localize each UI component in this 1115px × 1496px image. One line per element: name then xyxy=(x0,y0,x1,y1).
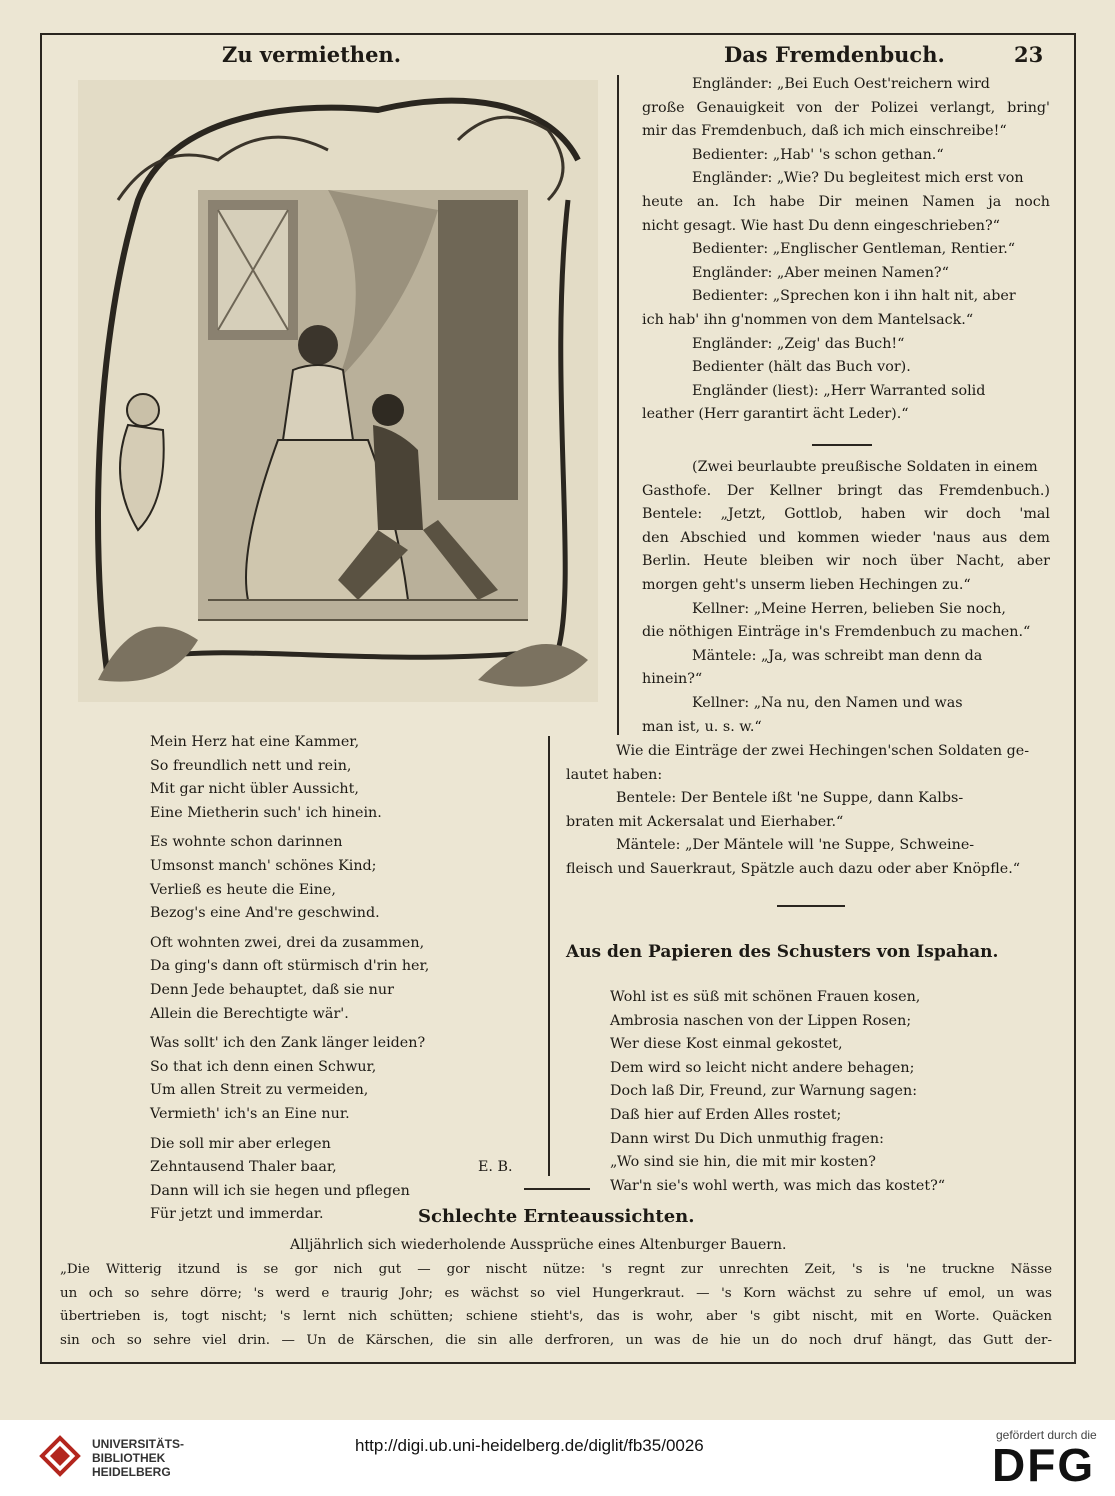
poem-line: War'n sie's wohl werth, was mich das kostet?“ xyxy=(610,1177,946,1194)
text-line: un och so sehre dörre; 's werd e traurig Johr; es wächst so viel Hungerkraut. — 's Korn wächst zu sehre uf emol, un was xyxy=(60,1285,1052,1301)
text-line: Wie die Einträge der zwei Hechingen'schen Soldaten ge- xyxy=(616,743,1030,759)
poem-line: Dem wird so leicht nicht andere behagen; xyxy=(610,1059,915,1076)
text-line: nicht gesagt. Wie hast Du denn eingeschrieben?“ xyxy=(642,217,1000,234)
poem-line: Die soll mir aber erlegen xyxy=(150,1135,331,1152)
text-line: die nöthigen Einträge in's Fremdenbuch zu machen.“ xyxy=(642,624,1031,641)
poem-line: So that ich denn einen Schwur, xyxy=(150,1058,377,1075)
poem-line: Da ging's dann oft stürmisch d'rin her, xyxy=(150,958,430,975)
text-line: braten mit Ackersalat und Eierhaber.“ xyxy=(566,813,844,830)
text-line: fleisch und Sauerkraut, Spätzle auch dazu oder aber Knöpfle.“ xyxy=(566,860,1021,877)
separator-rule xyxy=(812,444,872,446)
text-line: Bentele: Der Bentele ißt 'ne Suppe, dann Kalbs- xyxy=(616,790,964,807)
title-fremdenbuch: Das Fremdenbuch. xyxy=(724,42,945,67)
text-line: lautet haben: xyxy=(566,766,663,783)
text-line: Engländer: „Aber meinen Namen?“ xyxy=(692,264,949,281)
poem-line: Denn Jede behauptet, daß sie nur xyxy=(150,981,394,998)
poem-line: Bezog's eine And're geschwind. xyxy=(150,905,380,922)
poem-line: Zehntausend Thaler baar, xyxy=(150,1159,337,1176)
poem-line: Mit gar nicht übler Aussicht, xyxy=(150,781,359,798)
column-divider-top xyxy=(617,75,619,735)
text-line: (Zwei beurlaubte preußische Soldaten in einem xyxy=(692,459,1038,475)
ernte-title: Schlechte Ernteaussichten. xyxy=(418,1206,695,1227)
poem-line: Oft wohnten zwei, drei da zusammen, xyxy=(150,934,425,951)
text-line: Bedienter (hält das Buch vor). xyxy=(692,359,911,376)
poem-line: Allein die Berechtigte wär'. xyxy=(150,1005,349,1022)
text-line: Kellner: „Meine Herren, belieben Sie noch, xyxy=(692,600,1006,617)
text-line: Bentele: „Jetzt, Gottlob, haben wir doch 'mal xyxy=(642,506,1050,523)
title-zu-vermiethen: Zu vermiethen. xyxy=(222,42,402,67)
poem-line: Eine Mietherin such' ich hinein. xyxy=(150,804,382,821)
poem-stanza xyxy=(150,731,540,825)
poem-line: So freundlich nett und rein, xyxy=(150,757,352,774)
source-url-link[interactable]: http://digi.ub.uni-heidelberg.de/diglit/fb35/0026 xyxy=(355,1436,704,1455)
poem-stanza xyxy=(150,932,540,1026)
column-divider-bottom xyxy=(548,736,550,1176)
separator-rule xyxy=(777,905,845,907)
sponsor-note: gefördert durch die xyxy=(996,1428,1097,1442)
poem-line: Doch laß Dir, Freund, zur Warnung sagen: xyxy=(610,1083,918,1100)
text-line: Engländer: „Zeig' das Buch!“ xyxy=(692,335,905,352)
poem-line: Vermieth' ich's an Eine nur. xyxy=(150,1105,350,1122)
poem-line: Umsonst manch' schönes Kind; xyxy=(150,857,377,874)
text-line: mir das Fremdenbuch, daß ich mich einschreibe!“ xyxy=(642,123,1007,140)
text-line: Berlin. Heute bleiben wir noch über Nacht, aber xyxy=(642,553,1050,570)
text-line: hinein?“ xyxy=(642,671,703,688)
text-line: Bedienter: „Englischer Gentleman, Rentier.“ xyxy=(692,241,1016,258)
text-line: Engländer (liest): „Herr Warranted solid xyxy=(692,382,986,399)
text-line: heute an. Ich habe Dir meinen Namen ja noch xyxy=(642,193,1050,210)
text-line: übertrieben is, togt nischt; 's lernt nich schütten; schiene stieht's, das is wohr, aber 's gibt nischt, mit en Worte. Quäcken xyxy=(60,1309,1052,1325)
soldaten-text xyxy=(642,456,1050,739)
university-library-logo-icon xyxy=(34,1430,86,1482)
poem-line: Es wohnte schon darinnen xyxy=(150,834,343,851)
text-line: „Die Witterig itzund is se gor nich gut — gor nischt nütze: 's regnt zur unrechten Zeit, 's is 'ne truckne Nässe xyxy=(60,1262,1052,1277)
poem-line: Für jetzt und immerdar. xyxy=(150,1206,324,1223)
poem-line: Wer diese Kost einmal gekostet, xyxy=(610,1036,843,1053)
schuster-title: Aus den Papieren des Schusters von Ispahan. xyxy=(566,942,999,962)
woodcut-illustration-icon xyxy=(78,80,598,702)
poem-line: Ambrosia naschen von der Lippen Rosen; xyxy=(610,1012,912,1029)
text-line: Bedienter: „Sprechen kon i ihn halt nit, aber xyxy=(692,288,1016,305)
schuster-poem xyxy=(610,986,1050,1198)
ernte-subtitle: Alljährlich sich wiederholende Aussprüche eines Altenburger Bauern. xyxy=(290,1237,787,1253)
poem-line: Dann will ich sie hegen und pflegen xyxy=(150,1182,410,1199)
ernte-text xyxy=(60,1258,1052,1352)
text-line: sin och so sehre viel drin. — Un de Kärschen, die sin alle derfroren, un was de hie un do noch druf hängt, das Gutt der- xyxy=(60,1332,1052,1348)
poem-stanza xyxy=(150,1032,540,1126)
poem-line: Daß hier auf Erden Alles rostet; xyxy=(610,1106,842,1123)
eintraege-text xyxy=(566,740,1050,882)
text-line: leather (Herr garantirt ächt Leder).“ xyxy=(642,406,909,423)
poem-line: Dann wirst Du Dich unmuthig fragen: xyxy=(610,1130,884,1147)
poem-line: Um allen Streit zu vermeiden, xyxy=(150,1082,369,1099)
text-line: Kellner: „Na nu, den Namen und was xyxy=(692,694,963,711)
dfg-logo: DFG xyxy=(992,1439,1096,1491)
text-line: man ist, u. s. w.“ xyxy=(642,718,762,735)
separator-rule xyxy=(524,1188,590,1190)
poem-line: Verließ es heute die Eine, xyxy=(150,881,336,898)
text-line: Mäntele: „Ja, was schreibt man denn da xyxy=(692,647,983,664)
fremdenbuch-text xyxy=(642,73,1050,427)
text-line: Bedienter: „Hab' 's schon gethan.“ xyxy=(692,146,944,163)
poem-line: Wohl ist es süß mit schönen Frauen kosen, xyxy=(610,989,921,1005)
poem-line: Mein Herz hat eine Kammer, xyxy=(150,734,360,750)
text-line: Engländer: „Bei Euch Oest'reichern wird xyxy=(692,76,990,92)
poem-stanza xyxy=(150,831,540,925)
text-line: den Abschied und kommen wieder 'naus aus dem xyxy=(642,529,1050,546)
poem-line: Was sollt' ich den Zank länger leiden? xyxy=(150,1035,426,1052)
text-line: große Genauigkeit von der Polizei verlangt, bring' xyxy=(642,99,1050,116)
university-library-name: UNIVERSITÄTS- BIBLIOTHEK HEIDELBERG xyxy=(92,1437,185,1479)
text-line: Mäntele: „Der Mäntele will 'ne Suppe, Schweine- xyxy=(616,837,975,854)
poem-line: „Wo sind sie hin, die mit mir kosten? xyxy=(610,1154,876,1171)
text-line: morgen geht's unserm lieben Hechingen zu.“ xyxy=(642,576,971,593)
poem-signature: E. B. xyxy=(478,1159,513,1175)
text-line: ich hab' ihn g'nommen von dem Mantelsack.“ xyxy=(642,311,974,328)
page-number: 23 xyxy=(1014,42,1044,67)
text-line: Engländer: „Wie? Du begleitest mich erst von xyxy=(692,170,1024,187)
text-line: Gasthofe. Der Kellner bringt das Fremdenbuch.) xyxy=(642,482,1050,499)
